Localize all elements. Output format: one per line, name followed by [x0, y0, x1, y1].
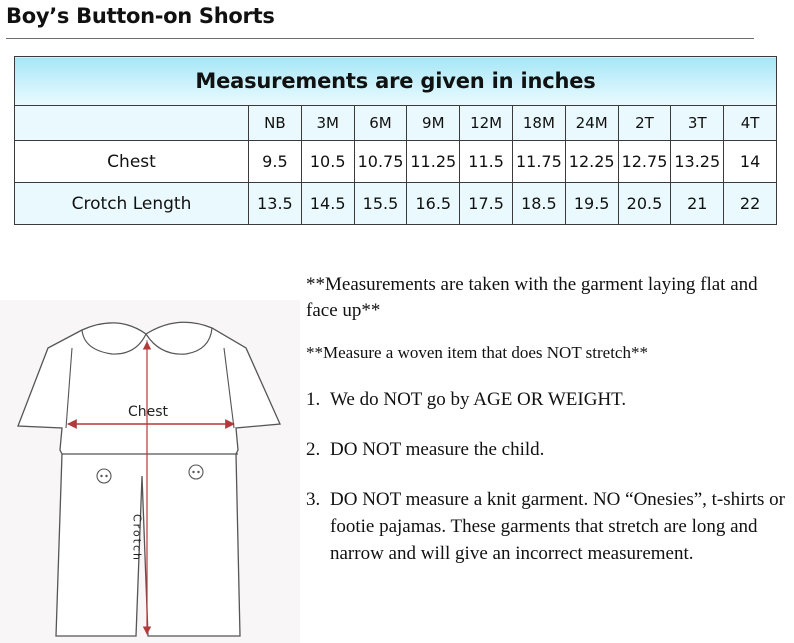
table-cell: 20.5 [618, 183, 671, 225]
size-chart-table [14, 56, 777, 225]
rule-number: 2. [306, 439, 321, 460]
right-button-icon [189, 465, 203, 479]
table-cell: 22 [724, 183, 777, 225]
table-cell: 13.25 [671, 141, 724, 183]
rule-text: We do NOT go by AGE OR WEIGHT. [330, 389, 627, 410]
table-cell: 10.5 [301, 141, 354, 183]
size-header: 18M [512, 106, 565, 141]
table-cell: 11.25 [407, 141, 460, 183]
note-flat: **Measurements are taken with the garment laying flat and face up** [306, 274, 758, 321]
table-cell: 9.5 [249, 141, 302, 183]
table-cell: 15.5 [354, 183, 407, 225]
rule-text: DO NOT measure the child. [330, 439, 545, 460]
table-cell: 19.5 [565, 183, 618, 225]
row-label-chest: Chest [15, 141, 249, 183]
size-header: 4T [724, 106, 777, 141]
size-header: 3T [671, 106, 724, 141]
table-cell: 17.5 [460, 183, 513, 225]
size-header: 3M [301, 106, 354, 141]
header-corner-cell [15, 106, 249, 141]
measurement-notes [306, 272, 786, 590]
table-cell: 10.75 [354, 141, 407, 183]
table-cell: 14 [724, 141, 777, 183]
title-divider [6, 38, 754, 39]
size-header: 9M [407, 106, 460, 141]
size-header-row [15, 106, 777, 141]
rule-text: DO NOT measure a knit garment. NO “Onesies”, t-shirts or footie pajamas. These garments that stretch are long and narrow and will give an incorrect measurement. [330, 489, 786, 564]
rule-number: 3. [306, 489, 321, 510]
chest-label: Chest [127, 404, 169, 420]
table-cell: 12.25 [565, 141, 618, 183]
table-cell: 16.5 [407, 183, 460, 225]
row-label-crotch-length: Crotch Length [15, 183, 249, 225]
table-row-chest [15, 141, 777, 183]
table-row-crotch-length [15, 183, 777, 225]
table-cell: 11.75 [512, 141, 565, 183]
size-header: 6M [354, 106, 407, 141]
table-cell: 21 [671, 183, 724, 225]
size-header: 12M [460, 106, 513, 141]
size-header: 24M [565, 106, 618, 141]
list-item [306, 436, 786, 463]
list-item [306, 486, 786, 567]
table-caption: Measurements are given in inches [15, 57, 777, 106]
size-header: 2T [618, 106, 671, 141]
table-cell: 13.5 [249, 183, 302, 225]
rules-list [306, 386, 786, 567]
table-cell: 14.5 [301, 183, 354, 225]
table-cell: 11.5 [460, 141, 513, 183]
list-item [306, 386, 786, 413]
rule-number: 1. [306, 389, 321, 410]
page-title: Boy’s Button-on Shorts [6, 4, 275, 28]
table-cell: 12.75 [618, 141, 671, 183]
garment-measurement-diagram [0, 300, 300, 643]
note-woven: **Measure a woven item that does NOT stretch** [306, 343, 648, 362]
table-cell: 18.5 [512, 183, 565, 225]
size-header: NB [249, 106, 302, 141]
left-button-icon [97, 469, 111, 483]
crotch-label: Crotch [130, 514, 144, 563]
